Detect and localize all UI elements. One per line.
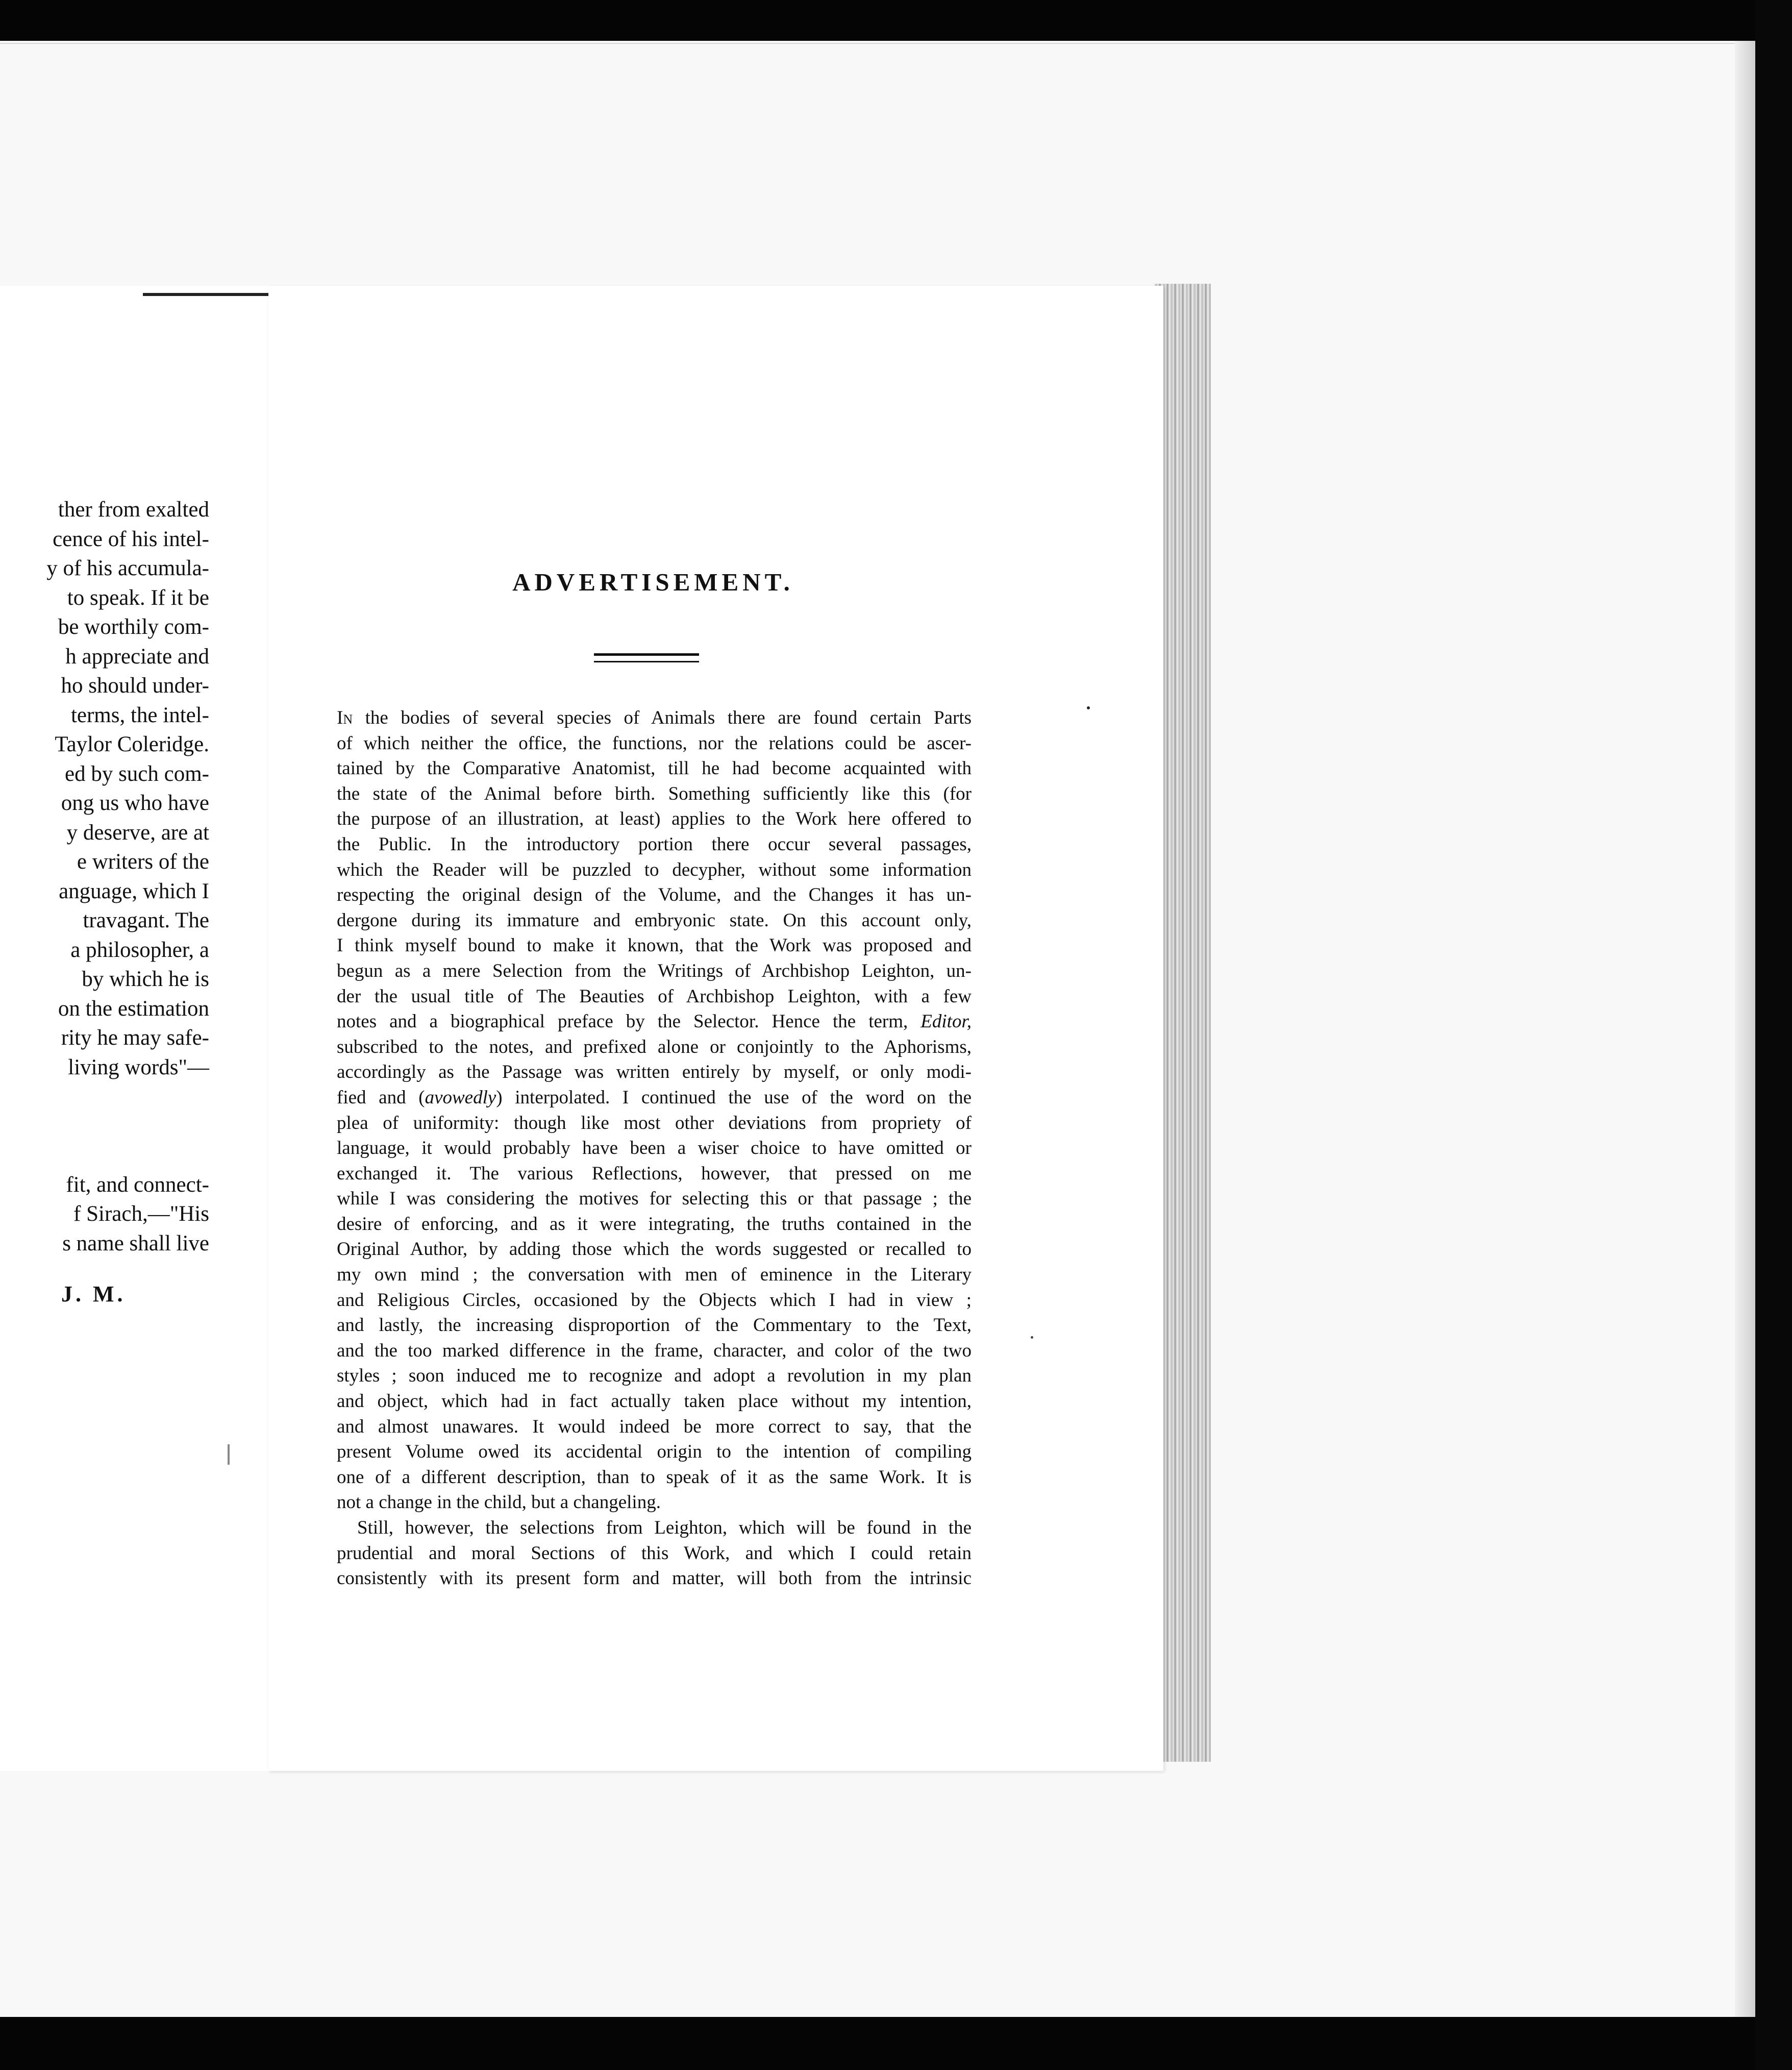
- text-line: [337, 1541, 972, 1566]
- text-fragment: plea of uniformity: though like most other deviations from propriety of: [337, 1112, 972, 1133]
- text-line: to speak. If it be: [67, 585, 209, 610]
- text-line: [337, 806, 972, 832]
- text-line: [337, 958, 972, 984]
- text-line: be worthily com-: [58, 615, 209, 639]
- text-fragment: and object, which had in fact actually taken place without my intention,: [337, 1391, 972, 1412]
- text-line: living words"—: [68, 1055, 209, 1079]
- scanner-border-right: [1755, 0, 1792, 2070]
- signature: J. M.: [61, 1282, 126, 1307]
- text-line: s name shall live: [62, 1231, 209, 1255]
- text-line: f Sirach,—"His: [73, 1202, 209, 1226]
- text-fragment: language, it would probably have been a wiser choice to have omitted or: [337, 1138, 972, 1159]
- text-line: [337, 1363, 972, 1389]
- text-fragment: the purpose of an illustration, at least) applies to the Work here offered to: [337, 808, 972, 830]
- text-line: [0, 1082, 209, 1112]
- scanner-border-bottom: [0, 2017, 1792, 2070]
- text-line: h appreciate and: [65, 644, 209, 669]
- text-line: y deserve, are at: [66, 820, 209, 845]
- text-line: terms, the intel-: [70, 703, 209, 727]
- text-line: [0, 1141, 209, 1170]
- text-fragment: desire of enforcing, and as it were integrating, the truths contained in the: [337, 1213, 972, 1235]
- text-line: [337, 1338, 972, 1364]
- text-fragment: Original Author, by adding those which the words suggested or recalled to: [337, 1239, 972, 1260]
- text-fragment: the Public. In the introductory portion there occur several passages,: [337, 833, 972, 855]
- text-line: y of his accumula-: [46, 556, 209, 580]
- text-line: [337, 882, 972, 908]
- text-line: [337, 984, 972, 1009]
- text-line: [337, 781, 972, 807]
- text-fragment: not a change in the child, but a changeling.: [337, 1492, 661, 1513]
- text-line: ho should under-: [61, 674, 209, 698]
- text-fragment: present Volume owed its accidental origin to the intention of compiling: [337, 1441, 972, 1463]
- page-mark: [228, 1444, 230, 1465]
- text-fragment: der the usual title of The Beauties of Archbishop Leighton, with a few: [337, 985, 972, 1007]
- text-line: Taylor Coleridge.: [55, 732, 209, 756]
- text-line: cence of his intel-: [53, 527, 209, 551]
- text-line: [337, 1136, 972, 1161]
- text-line: [337, 1059, 972, 1085]
- text-line: ed by such com-: [64, 761, 209, 786]
- text-line: a philosopher, a: [70, 938, 209, 962]
- left-page-text: [0, 495, 209, 1258]
- text-line: [337, 1414, 972, 1440]
- text-fragment: the state of the Animal before birth. Something sufficiently like this (for: [337, 783, 972, 804]
- advertisement-body: [337, 705, 972, 1591]
- speck: [1031, 1336, 1033, 1339]
- text-line: [337, 1009, 972, 1034]
- scanner-border-top: [0, 0, 1792, 41]
- text-fragment: ) interpolated. I continued the use of the word on the: [496, 1087, 972, 1108]
- text-line: fit, and connect-: [66, 1172, 209, 1197]
- text-line: e writers of the: [77, 850, 209, 874]
- text-line: [337, 1161, 972, 1187]
- italic-word: avowedly: [425, 1087, 496, 1108]
- title-rule: [594, 653, 699, 662]
- text-fragment: begun as a mere Selection from the Writings of Archbishop Leighton, un-: [337, 960, 972, 981]
- text-line: [337, 1389, 972, 1414]
- text-fragment: I think myself bound to make it known, that the Work was proposed and: [337, 935, 972, 956]
- text-fragment: exchanged it. The various Reflections, however, that pressed on me: [337, 1163, 972, 1184]
- text-line: [337, 1111, 972, 1136]
- text-line: [337, 1490, 972, 1515]
- text-line: [337, 832, 972, 857]
- text-line: [0, 1112, 209, 1141]
- text-fragment: prudential and moral Sections of this Work, and which I could retain: [337, 1542, 972, 1564]
- text-line: [337, 1262, 972, 1288]
- text-line: [337, 1465, 972, 1490]
- text-fragment: which the Reader will be puzzled to decypher, without some information: [337, 859, 972, 880]
- page-title: ADVERTISEMENT.: [512, 568, 794, 596]
- text-fragment: and almost unawares. It would indeed be more correct to say, that the: [337, 1416, 972, 1437]
- text-line: [337, 731, 972, 756]
- text-fragment: notes and a biographical preface by the Selector. Hence the term,: [337, 1011, 921, 1032]
- text-fragment: consistently with its present form and matter, will both from the intrinsic: [337, 1568, 972, 1589]
- text-line: [337, 1237, 972, 1262]
- text-line: [337, 1566, 972, 1591]
- text-line: [337, 1439, 972, 1465]
- text-line: [337, 1515, 972, 1541]
- text-line: by which he is: [82, 967, 209, 991]
- text-line: [337, 1034, 972, 1060]
- scan-shadow: [1735, 41, 1755, 2017]
- text-line: ong us who have: [61, 791, 209, 815]
- text-fragment: my own mind ; the conversation with men of eminence in the Literary: [337, 1264, 972, 1286]
- text-line: [337, 1288, 972, 1313]
- text-fragment: accordingly as the Passage was written entirely by myself, or only modi-: [337, 1062, 972, 1083]
- text-fragment: of which neither the office, the functions, nor the relations could be ascer-: [337, 732, 972, 754]
- text-line: on the estimation: [58, 996, 209, 1021]
- text-line: [337, 1212, 972, 1237]
- text-fragment: subscribed to the notes, and prefixed alone or conjointly to the Aphorisms,: [337, 1036, 972, 1057]
- text-line: [337, 756, 972, 781]
- divider: [0, 43, 1745, 44]
- text-fragment: while I was considering the motives for selecting this or that passage ; the: [337, 1188, 972, 1210]
- drop-word: In: [337, 707, 353, 728]
- text-line: [337, 1313, 972, 1338]
- text-line: [337, 1085, 972, 1111]
- text-fragment: and Religious Circles, occasioned by the Objects which I had in view ;: [337, 1289, 972, 1311]
- text-line: travagant. The: [83, 908, 209, 932]
- text-line: [337, 1186, 972, 1212]
- text-fragment: tained by the Comparative Anatomist, till he had become acquainted with: [337, 758, 972, 779]
- text-line: rity he may safe-: [61, 1026, 209, 1050]
- text-line: ther from exalted: [58, 498, 209, 522]
- text-fragment: dergone during its immature and embryonic state. On this account only,: [337, 909, 972, 931]
- text-fragment: the bodies of several species of Animals there are found certain Parts: [353, 707, 972, 728]
- italic-word: Editor,: [920, 1011, 972, 1032]
- text-line: [337, 908, 972, 933]
- text-fragment: respecting the original design of the Volume, and the Changes it has un-: [337, 884, 972, 906]
- text-fragment: styles ; soon induced me to recognize and adopt a revolution in my plan: [337, 1365, 972, 1387]
- text-fragment: fied and (: [337, 1087, 425, 1108]
- text-fragment: one of a different description, than to speak of it as the same Work. It is: [337, 1466, 972, 1488]
- text-line: [337, 705, 972, 731]
- text-line: [337, 933, 972, 958]
- text-line: [337, 857, 972, 883]
- text-fragment: Still, however, the selections from Leighton, which will be found in the: [357, 1517, 972, 1538]
- text-fragment: and the too marked difference in the frame, character, and color of the two: [337, 1340, 972, 1361]
- text-line: anguage, which I: [59, 879, 209, 903]
- speck: [1087, 706, 1090, 709]
- text-fragment: and lastly, the increasing disproportion of the Commentary to the Text,: [337, 1315, 972, 1336]
